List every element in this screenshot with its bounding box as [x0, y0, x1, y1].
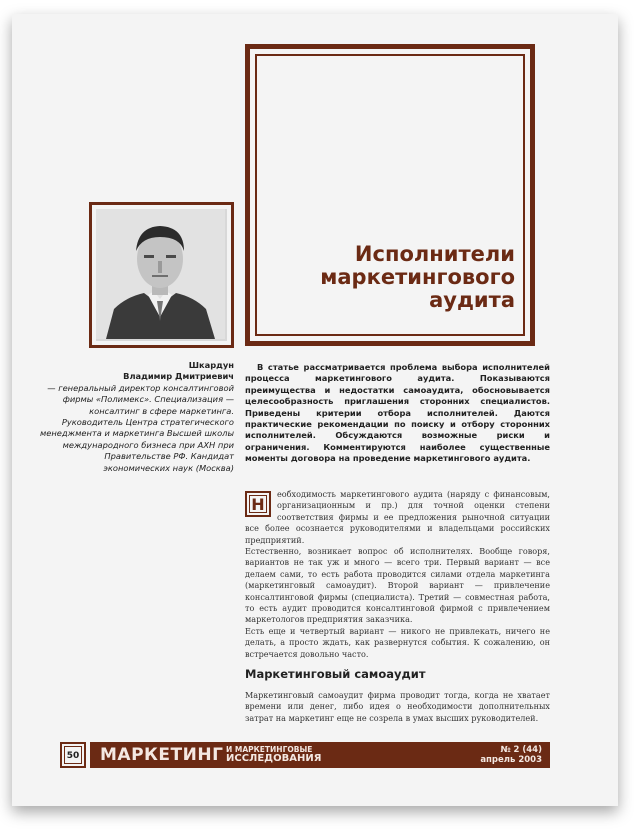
page-footer [60, 742, 550, 772]
author-photo-frame [89, 202, 234, 348]
logo-main-text: МАРКЕТИНГ [100, 745, 224, 765]
dropcap [245, 491, 271, 517]
title-frame [245, 44, 535, 346]
article-lead: В статье рассматривается проблема выбора исполнителей процесса маркетингового аудита. Показываются преимущества и недостатки самоаудита, обосновывается целесообразность приглашения сторонних специалистов. Приведены критерии отбора исполнителей. Даются практические рекомендации по поиску и отбору сторонних исполнителей. Обсуждаются возможные риски и ограничения. Комментируются наиболее существенные моменты договора на проведение маркетингового аудита. [245, 362, 550, 464]
portrait-illustration [96, 209, 225, 339]
article-title-line-1: Исполнители [354, 242, 515, 266]
section-paragraph: Маркетинговый самоаудит фирма проводит тогда, когда не хватает времени или денег, либо идея о необходимости дополнительных затрат на маркетинг еще не созрела в умах высших руководителей. [245, 690, 550, 723]
article-title-line-2: маркетингового [320, 265, 515, 289]
article-body [245, 489, 550, 660]
issue-date: апрель 2003 [480, 755, 542, 765]
body-paragraph-1 [245, 489, 550, 546]
logo-sub-text-2: ИССЛЕДОВАНИЯ [226, 753, 322, 764]
magazine-logo-bar [90, 742, 550, 768]
title-frame-inner [255, 54, 525, 336]
page-number-box [60, 742, 86, 768]
issue-info [480, 745, 542, 765]
page-number: 50 [64, 746, 82, 764]
body-paragraph-2: Естественно, возникает вопрос об исполнителях. Вообще говоря, вариантов не так уж и много — всего три. Первый вариант — все делаем сами, то есть работа проводится силами отдела маркетинга (маркетинговый самоаудит). Второй вариант — привлечение консалтинговой фирмы (специалиста). Третий — совместная работа, то есть аудит проводится консалтинговой фирмой с привлечением маркетологов предприятия заказчика. [245, 546, 550, 625]
body-paragraph-1-text: еобходимость маркетингового аудита (наряду с финансовым, организационным и пр.) для точной оценки степени соответствия фирмы и ее предложения рыночной ситуации все более осознается руководителями и владельцами российских предприятий. [245, 489, 550, 545]
body-paragraph-3: Есть еще и четвертый вариант — никого не привлекать, ничего не делать, а просто ждать, как развернутся события. К сожалению, он встречается довольно часто. [245, 625, 550, 659]
issue-number: № 2 (44) [500, 745, 542, 755]
author-name: Владимир Дмитриевич [123, 371, 234, 382]
article-title-line-3: аудита [429, 288, 515, 312]
author-bio: — генеральный директор консалтинговой фирмы «Полимекс». Специализация — консалтинг в сфере маркетинга. Руководитель Центра стратегического менеджмента и маркетинга Высшей школы международного бизнеса при АХН при Правительстве РФ. Кандидат экономических наук (Москва) [40, 382, 234, 473]
dropcap-letter: Н [249, 495, 267, 513]
author-info [40, 360, 234, 474]
section-heading: Маркетинговый самоаудит [245, 667, 426, 681]
author-photo [96, 209, 227, 341]
logo-sub-text-1: И МАРКЕТИНГОВЫЕ [226, 745, 313, 754]
author-surname: Шкардун [188, 360, 234, 370]
article-title [320, 243, 515, 312]
